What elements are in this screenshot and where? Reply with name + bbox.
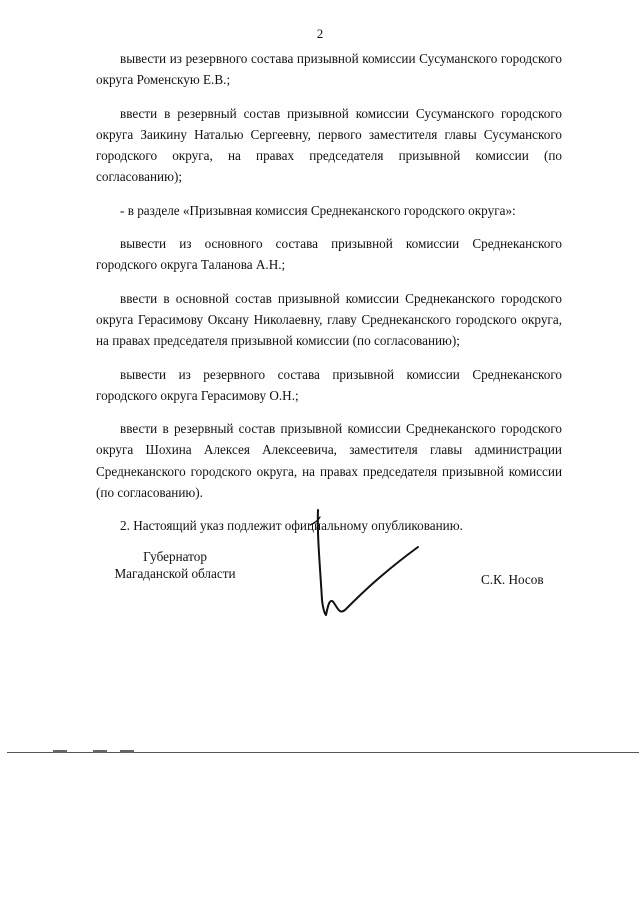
signatory-title: [95, 548, 255, 582]
handwritten-signature: [300, 505, 425, 625]
footer-marker: [93, 750, 107, 753]
signatory-title-line: Магаданской области: [114, 566, 236, 581]
signatory-name: С.К. Носов: [481, 572, 544, 587]
footer-marker: [53, 750, 67, 753]
paragraph: вывести из резервного состава призывной комиссии Сусуманского городского округа Роменскую Е.В.;: [96, 51, 562, 88]
signatory-title-line: Губернатор: [143, 549, 207, 564]
page-number: 2: [316, 26, 324, 41]
footer-marker: [120, 750, 134, 753]
paragraph: - в разделе «Призывная комиссия Среднеканского городского округа»:: [120, 202, 516, 218]
paragraph: ввести в резервный состав призывной комиссии Среднеканского городского округа Шохина Алексея Алексеевича, заместителя главы администрации Среднеканского городского округа, на правах председателя призывной комиссии (по согласованию).: [96, 421, 562, 501]
paragraph: ввести в резервный состав призывной комиссии Сусуманского городского округа Заикину Наталью Сергеевну, первого заместителя главы Сусуманского городского округа, на правах председателя призывной комиссии (по согласованию);: [96, 105, 562, 185]
paragraph: ввести в основной состав призывной комиссии Среднеканского городского округа Герасимову Оксану Николаевну, главу Среднеканского городского округа, на правах председателя призывной комиссии (по согласованию);: [96, 290, 562, 349]
paragraph: вывести из основного состава призывной комиссии Среднеканского городского округа Таланова А.Н.;: [96, 236, 562, 273]
paragraph-decree-publication: 2. Настоящий указ подлежит официальному опубликованию.: [120, 518, 463, 534]
paragraph: вывести из резервного состава призывной комиссии Среднеканского городского округа Герасимову О.Н.;: [96, 366, 562, 403]
